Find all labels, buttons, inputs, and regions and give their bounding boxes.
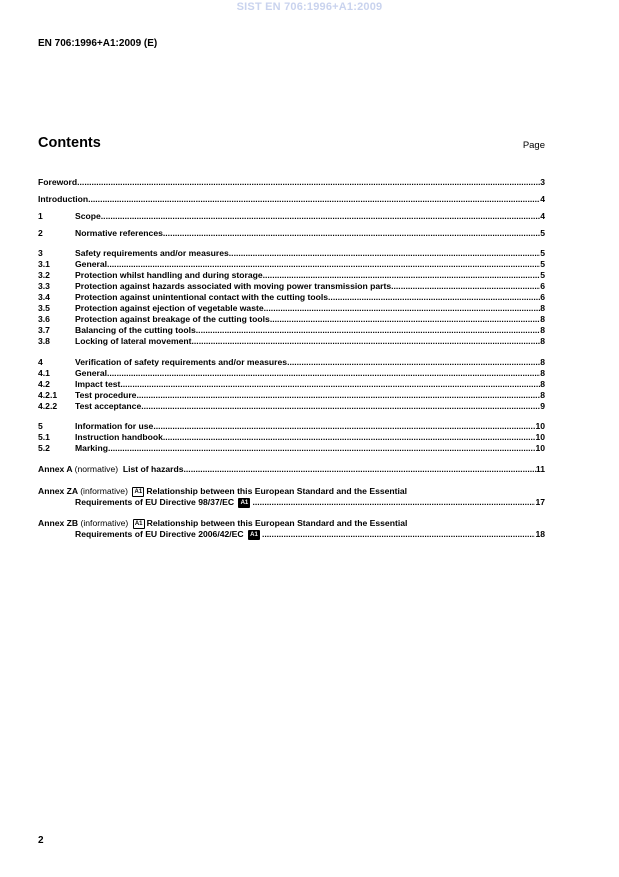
toc-annex-heading <box>38 486 407 497</box>
toc-entry-number: 3.5 <box>38 303 50 313</box>
toc-entry-title: General <box>75 368 108 378</box>
toc-entry-4-2-2[interactable] <box>38 401 545 412</box>
toc-annex-heading-cont <box>75 529 262 540</box>
toc-entry-page: 5 <box>540 270 545 280</box>
toc-entry-page: 10 <box>535 443 545 453</box>
toc-leader <box>107 368 540 379</box>
document-header: EN 706:1996+A1:2009 (E) <box>38 38 158 49</box>
toc-entry-page: 5 <box>540 248 545 258</box>
toc-annex-heading <box>38 464 184 475</box>
toc-leader <box>184 464 536 475</box>
toc-entry-page: 3 <box>540 177 545 187</box>
toc-entry-number: 3 <box>38 248 43 258</box>
toc-leader <box>163 432 536 443</box>
toc-entry-annex-zb[interactable] <box>38 518 545 529</box>
toc-entry-number: 4 <box>38 357 43 367</box>
toc-entry-introduction[interactable] <box>38 194 545 205</box>
toc-entry-title: Balancing of the cutting tools <box>75 325 196 335</box>
annex-title: List of hazards <box>122 464 184 474</box>
toc-entry-page: 17 <box>535 497 545 507</box>
toc-entry-title: Normative references <box>75 228 163 238</box>
toc-entry-page: 8 <box>540 303 545 313</box>
toc-entry-title: Foreword <box>38 177 78 187</box>
toc-entry-page: 8 <box>540 314 545 324</box>
toc-entry-3-2[interactable] <box>38 270 545 281</box>
toc-leader <box>101 211 540 222</box>
toc-annex-heading <box>38 518 407 529</box>
toc-entry-title: Test acceptance <box>75 401 142 411</box>
toc-leader <box>196 325 540 336</box>
amendment-start-icon: A1 <box>133 519 145 529</box>
toc-entry-number: 4.1 <box>38 368 50 378</box>
annex-prefix: Annex ZB <box>38 518 79 528</box>
toc-entry-title: Instruction handbook <box>75 432 163 442</box>
toc-entry-page: 8 <box>540 379 545 389</box>
toc-entry-3-4[interactable] <box>38 292 545 303</box>
page-column-label: Page <box>522 140 545 151</box>
toc-entry-page: 8 <box>540 325 545 335</box>
toc-entry-page: 8 <box>540 336 545 346</box>
toc-entry-4-2-1[interactable] <box>38 390 545 401</box>
toc-entry-4-2[interactable] <box>38 379 545 390</box>
toc-entry-number: 3.8 <box>38 336 50 346</box>
toc-entry-annex-za-line2[interactable] <box>75 497 545 508</box>
toc-entry-number: 2 <box>38 228 43 238</box>
toc-leader <box>391 281 540 292</box>
toc-entry-page: 8 <box>540 368 545 378</box>
toc-entry-3-6[interactable] <box>38 314 545 325</box>
toc-leader <box>136 390 540 401</box>
amendment-start-icon: A1 <box>132 487 144 497</box>
toc-entry-safety-requirements[interactable] <box>38 248 545 259</box>
toc-entry-page: 11 <box>535 464 545 474</box>
toc-entry-number: 5 <box>38 421 43 431</box>
toc-entry-page: 10 <box>535 421 545 431</box>
annex-title: Relationship between this European Standard and the Essential <box>146 486 408 496</box>
toc-leader <box>77 177 540 188</box>
page-title: Contents <box>38 135 101 151</box>
toc-entry-number: 5.2 <box>38 443 50 453</box>
toc-leader <box>141 401 540 412</box>
toc-leader <box>107 259 540 270</box>
toc-entry-annex-zb-line2[interactable] <box>75 529 545 540</box>
toc-leader <box>270 314 540 325</box>
document-watermark: SIST EN 706:1996+A1:2009 <box>236 1 383 13</box>
toc-entry-title: Safety requirements and/or measures <box>75 248 229 258</box>
toc-entry-foreword[interactable] <box>38 177 545 188</box>
toc-entry-verification[interactable] <box>38 357 545 368</box>
toc-leader <box>120 379 540 390</box>
toc-entry-page: 5 <box>540 259 545 269</box>
annex-title-cont: Requirements of EU Directive 98/37/EC <box>75 497 235 507</box>
toc-entry-5-1[interactable] <box>38 432 545 443</box>
toc-entry-title: Test procedure <box>75 390 137 400</box>
toc-entry-page: 5 <box>540 228 545 238</box>
toc-entry-page: 18 <box>535 529 545 539</box>
toc-leader <box>262 529 535 540</box>
annex-prefix: Annex ZA <box>38 486 78 496</box>
toc-entry-page: 4 <box>540 194 545 204</box>
toc-annex-heading-cont <box>75 497 252 508</box>
toc-leader <box>192 336 541 347</box>
toc-entry-page: 4 <box>540 211 545 221</box>
annex-prefix: Annex A <box>38 464 73 474</box>
toc-entry-annex-za[interactable] <box>38 486 545 497</box>
toc-entry-number: 3.6 <box>38 314 50 324</box>
toc-entry-title: Information for use <box>75 421 154 431</box>
toc-entry-title: Verification of safety requirements and/or measures <box>75 357 288 367</box>
toc-entry-number: 5.1 <box>38 432 50 442</box>
toc-leader <box>88 194 540 205</box>
annex-title: Relationship between this European Standard and the Essential <box>146 518 408 528</box>
toc-entry-page: 8 <box>540 357 545 367</box>
toc-entry-title: Protection against hazards associated with moving power transmission parts <box>75 281 392 291</box>
toc-leader <box>153 421 535 432</box>
toc-entry-3-5[interactable] <box>38 303 545 314</box>
amendment-end-icon: A1 <box>248 530 260 540</box>
toc-entry-number: 3.2 <box>38 270 50 280</box>
toc-leader <box>108 443 535 454</box>
toc-entry-title: Marking <box>75 443 108 453</box>
annex-kind: (normative) <box>74 464 119 474</box>
toc-leader <box>163 228 540 239</box>
toc-leader <box>264 303 541 314</box>
toc-entry-3-3[interactable] <box>38 281 545 292</box>
toc-entry-scope[interactable] <box>38 211 545 222</box>
toc-entry-title: Locking of lateral movement <box>75 336 192 346</box>
toc-entry-3-7[interactable] <box>38 325 545 336</box>
toc-entry-number: 4.2.1 <box>38 390 58 400</box>
annex-kind: (informative) <box>80 518 129 528</box>
toc-entry-number: 3.1 <box>38 259 50 269</box>
toc-entry-title: Impact test <box>75 379 121 389</box>
toc-leader <box>252 497 535 508</box>
toc-entry-number: 4.2.2 <box>38 401 58 411</box>
toc-entry-annex-a[interactable] <box>38 464 545 475</box>
toc-entry-number: 1 <box>38 211 43 221</box>
toc-entry-title: Introduction <box>38 194 89 204</box>
toc-entry-page: 8 <box>540 390 545 400</box>
toc-entry-page: 6 <box>540 292 545 302</box>
page-number: 2 <box>38 835 44 846</box>
toc-entry-5-2[interactable] <box>38 443 545 454</box>
toc-entry-title: Protection whilst handling and during storage <box>75 270 263 280</box>
toc-entry-title: Protection against unintentional contact with the cutting tools <box>75 292 329 302</box>
annex-title-cont: Requirements of EU Directive 2006/42/EC <box>75 529 244 539</box>
amendment-end-icon: A1 <box>238 498 250 508</box>
toc-entry-number: 3.3 <box>38 281 50 291</box>
toc-entry-number: 4.2 <box>38 379 50 389</box>
annex-kind: (informative) <box>80 486 128 496</box>
toc-entry-number: 3.4 <box>38 292 50 302</box>
toc-entry-3-1[interactable] <box>38 259 545 270</box>
toc-leader <box>229 248 540 259</box>
toc-entry-page: 10 <box>535 432 545 442</box>
toc-entry-title: General <box>75 259 108 269</box>
toc-entry-page: 6 <box>540 281 545 291</box>
toc-entry-title: Scope <box>75 211 101 221</box>
toc-entry-normative-references[interactable] <box>38 228 545 239</box>
toc-entry-4-1[interactable] <box>38 368 545 379</box>
toc-entry-information-for-use[interactable] <box>38 421 545 432</box>
toc-leader <box>263 270 541 281</box>
toc-entry-3-8[interactable] <box>38 336 545 347</box>
toc-entry-title: Protection against ejection of vegetable waste <box>75 303 264 313</box>
toc-entry-title: Protection against breakage of the cutting tools <box>75 314 270 324</box>
toc-entry-number: 3.7 <box>38 325 50 335</box>
toc-leader <box>328 292 540 303</box>
toc-leader <box>287 357 540 368</box>
toc-entry-page: 9 <box>540 401 545 411</box>
